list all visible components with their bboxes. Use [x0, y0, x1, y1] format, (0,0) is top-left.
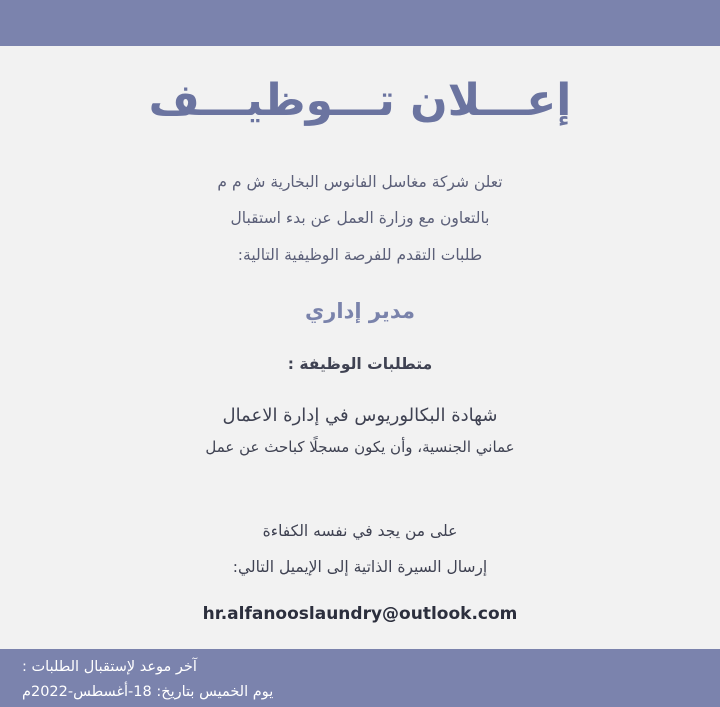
closing-line-1: على من يجد في نفسه الكفاءة — [262, 522, 458, 541]
requirement-item-1: شهادة البكالوريوس في إدارة الاعمال — [222, 405, 498, 427]
deadline-label: آخر موعد لإستقبال الطلبات : — [22, 659, 197, 675]
intro-line-2: بالتعاون مع وزارة العمل عن بدء استقبال — [230, 209, 490, 228]
requirement-item-2: عماني الجنسية، وأن يكون مسجلًا كباحث عن عمل — [205, 438, 515, 457]
top-color-band — [0, 0, 720, 46]
requirements-heading: متطلبات الوظيفة : — [287, 355, 433, 374]
deadline-footer — [0, 649, 720, 707]
closing-paragraph — [233, 514, 487, 585]
deadline-date: يوم الخميس بتاريخ: 18-أغسطس-2022م — [22, 684, 274, 701]
intro-paragraph — [217, 164, 502, 273]
intro-line-1: تعلن شركة مغاسل الفانوس البخارية ش م م — [217, 173, 503, 191]
closing-line-2: إرسال السيرة الذاتية إلى الإيميل التالي: — [232, 557, 488, 576]
contact-email[interactable]: hr.alfanooslaundry@outlook.com — [202, 603, 518, 624]
page-title: إعـــلان تـــوظيـــف — [148, 75, 572, 126]
intro-line-3: طلبات التقدم للفرصة الوظيفية التالية: — [237, 245, 483, 264]
job-title: مدير إداري — [305, 299, 415, 324]
poster-content — [0, 46, 720, 707]
